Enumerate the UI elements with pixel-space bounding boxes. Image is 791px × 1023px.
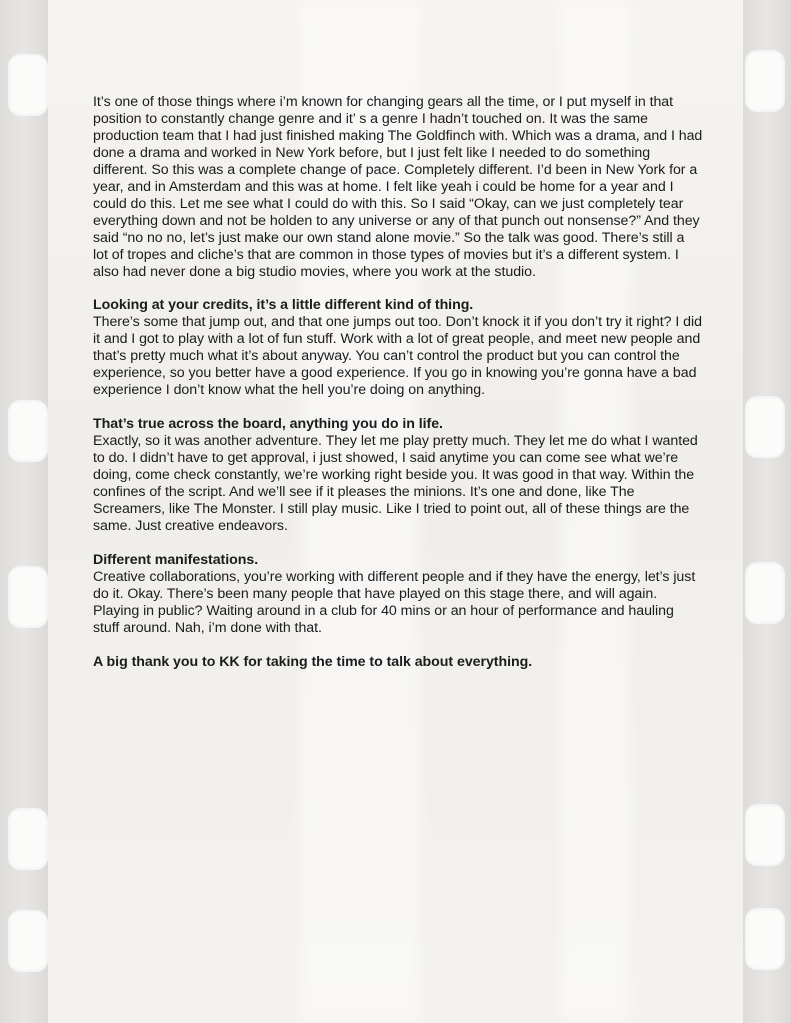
interview-answer: Exactly, so it was another adventure. They let me play pretty much. They let me do what I wanted to do. I didn’t have to get approval, i just showed, I said anytime you can come see what we’re doing, come check constantly, we’re working right beside you. It was good in that way. Within the confines of the script. And we’ll see if it pleases the minions. It’s one and done, like The Screamers, like The Monster. I still play music. Like I tried to point out, all of these things are the same. Just creative endeavors. (93, 433, 698, 534)
interview-question: That’s true across the board, anything you do in life. (93, 416, 443, 433)
film-strip-right (743, 0, 791, 1023)
sprocket-hole (8, 566, 48, 628)
sprocket-hole (745, 804, 785, 866)
interview-answer: Creative collaborations, you’re working with different people and if they have the energy, let’s just do it. Okay. There’s been many people that have played on this stage there, and will again. Playing in public? Waiting around in a club for 40 mins or an hour of performance and hauling stuff around. Nah, i’m done with that. (93, 568, 696, 636)
interview-answer: There’s some that jump out, and that one jumps out too. Don’t knock it if you don’t try it right? I did it and I got to play with a lot of fun stuff. Work with a lot of great people, and meet new people and that’s pretty much what it’s about anyway. You can’t control the product but you can control the experience, so you better have a good experience. If you go in knowing you’re gonna have a bad experience I don’t know what the hell you’re doing on anything. (93, 314, 702, 399)
qa-block (93, 552, 703, 637)
qa-block (93, 416, 703, 535)
sprocket-hole (8, 808, 48, 870)
film-strip-left (0, 0, 48, 1023)
interview-question: Different manifestations. (93, 551, 259, 568)
sprocket-hole (745, 50, 785, 112)
interview-question: Looking at your credits, it’s a little different kind of thing. (93, 297, 474, 314)
sprocket-hole (745, 562, 785, 624)
qa-block (93, 297, 703, 399)
intro-paragraph: It’s one of those things where i’m known for changing gears all the time, or I put myself in that position to constantly change genre and it’ s a genre I hadn’t touched on. It was the same production team that I had just finished making The Goldfinch with. Which was a drama, and I had done a drama and worked in New York before, but I just felt like I needed to do something different. So this was a complete change of pace. Completely different. I’d been in New York for a year, and in Amsterdam and this was at home. I felt like yeah i could be home for a year and I could do this. Let me see what I could do with this. So I said “Okay, can we just completely tear everything down and not be holden to any universe or any of that punch out nonsense?” And they said “no no no, let’s just make our own stand alone movie.” So the talk was good. There’s still a lot of tropes and cliche’s that are common in those types of movies but it’s a different system. I also had never done a big studio movies, where you work at the studio. (93, 94, 703, 280)
closing-line (93, 654, 703, 671)
sprocket-hole (8, 400, 48, 462)
sprocket-hole (745, 908, 785, 970)
closing-text: A big thank you to KK for taking the time to talk about everything. (93, 653, 533, 670)
sprocket-hole (745, 396, 785, 458)
sprocket-hole (8, 54, 48, 116)
sprocket-hole (8, 910, 48, 972)
article-body (93, 94, 703, 688)
